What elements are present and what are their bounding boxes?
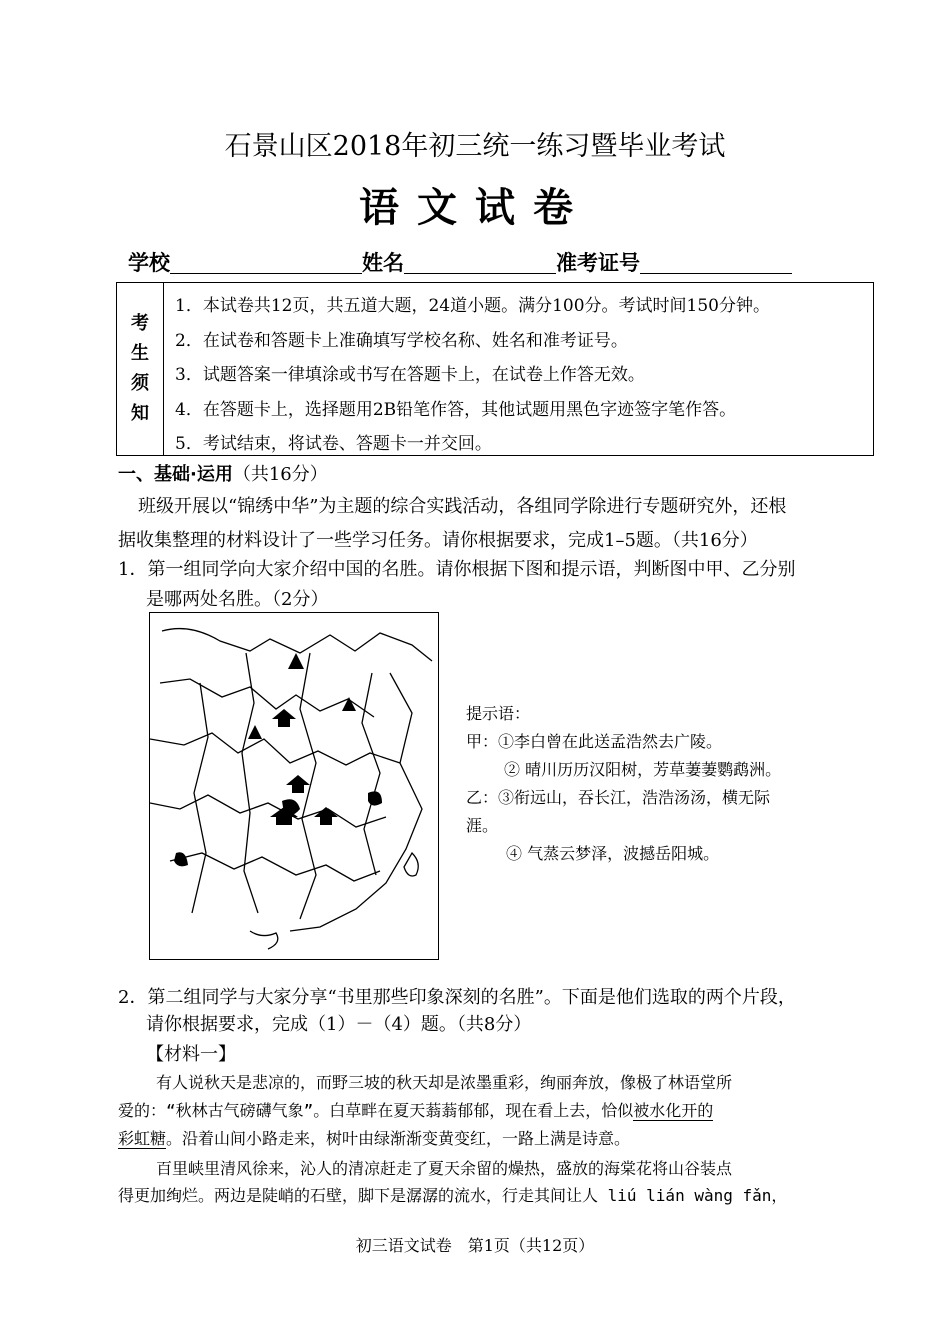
name-field[interactable] (404, 253, 556, 274)
china-map-svg (150, 613, 438, 959)
hint-label: 提示语： (466, 704, 531, 723)
pavilion-marker (272, 709, 296, 727)
lake-marker (174, 852, 188, 866)
name-label: 姓名 (362, 250, 404, 275)
notice-item: 5．考试结束，将试卷、答题卡一并交回。 (175, 434, 492, 454)
student-info-fields (128, 247, 792, 277)
q2-text-1: 2．第二组同学与大家分享“书里那些印象深刻的名胜”。下面是他们选取的两个片段， (118, 987, 796, 1008)
notice-item: 2．在试卷和答题卡上准确填写学校名称、姓名和准考证号。 (175, 330, 628, 351)
exam-no-field[interactable] (640, 253, 792, 274)
material-para-1-line-2: 爱的：“秋林古气磅礴气象”。白草畔在夏天蓊蓊郁郁，现在看上去，恰似被水化开的 (118, 1101, 714, 1120)
section-intro-1: 班级开展以“锦绣中华”为主题的综合实践活动，各组同学除进行专题研究外，还根 (138, 496, 787, 517)
pavilion-marker (314, 807, 338, 825)
lake-marker (368, 791, 382, 805)
notice-heading: 考 生 须 知 (117, 283, 164, 455)
notice-item: 4．在答题卡上，选择题用2B铅笔作答，其他试题用黑色字迹签字笔作答。 (175, 399, 737, 420)
hint-yi-2: ④ 气蒸云梦泽，波撼岳阳城。 (506, 844, 720, 863)
section-heading: 一、基础·运用（共16分） (118, 464, 328, 485)
lake-marker (282, 799, 300, 815)
exam-no-label: 准考证号 (556, 250, 640, 275)
q1-text-1: 1．第一组同学向大家介绍中国的名胜。请你根据下图和提示语，判断图中甲、乙分别 (118, 559, 796, 580)
notice-box (116, 282, 874, 456)
material-para-1-line-3: 彩虹糖。沿着山间小路走来，树叶由绿渐渐变黄变红，一路上满是诗意。 (118, 1129, 631, 1148)
exam-title: 石景山区2018年初三统一练习暨毕业考试 (224, 131, 726, 162)
exam-subtitle: 语文试卷 (359, 184, 591, 231)
q2-text-2: 请你根据要求，完成（1）－（4）题。（共8分） (146, 1014, 532, 1035)
notice-item: 1．本试卷共12页，共五道大题，24道小题。满分100分。考试时间150分钟。 (175, 296, 770, 316)
pavilion-marker (286, 775, 310, 793)
school-label: 学校 (128, 250, 170, 275)
notice-item: 3．试题答案一律填涂或书写在答题卡上，在试卷上作答无效。 (175, 365, 645, 385)
notice-list (175, 289, 770, 462)
hint-block (466, 700, 781, 868)
mountain-marker (342, 697, 356, 711)
hint-yi-1b: 涯。 (466, 816, 499, 835)
material-para-2-line-1: 百里峡里清风徐来，沁人的清凉赶走了夏天余留的燥热，盛放的海棠花将山谷装点 (156, 1159, 733, 1178)
q1-text-2: 是哪两处名胜。（2分） (146, 589, 329, 610)
material-para-2-line-2: 得更加绚烂。两边是陡峭的石壁，脚下是潺潺的流水，行走其间让人 liú lián wàng fǎn， (118, 1186, 788, 1205)
hint-jia-2: ② 晴川历历汉阳树，芳草萋萋鹦鹉洲。 (504, 760, 782, 779)
mountain-marker (288, 653, 304, 669)
material-label: 【材料一】 (146, 1044, 236, 1065)
page-footer: 初三语文试卷 第1页（共12页） (355, 1236, 595, 1255)
mountain-marker (248, 725, 262, 739)
underlined-phrase: 被水化开的 (633, 1101, 714, 1120)
school-field[interactable] (170, 253, 362, 274)
material-para-1-line-1: 有人说秋天是悲凉的，而野三坡的秋天却是浓墨重彩，绚丽奔放，像极了林语堂所 (156, 1073, 733, 1092)
hint-yi-1: 乙：③衔远山，吞长江，浩浩汤汤，横无际 (466, 788, 771, 807)
section-intro-2: 据收集整理的材料设计了一些学习任务。请你根据要求，完成1–5题。（共16分） (118, 530, 758, 551)
hint-jia-1: 甲：①李白曾在此送孟浩然去广陵。 (466, 732, 723, 751)
china-map (149, 612, 439, 960)
underlined-phrase: 彩虹糖 (118, 1129, 167, 1148)
